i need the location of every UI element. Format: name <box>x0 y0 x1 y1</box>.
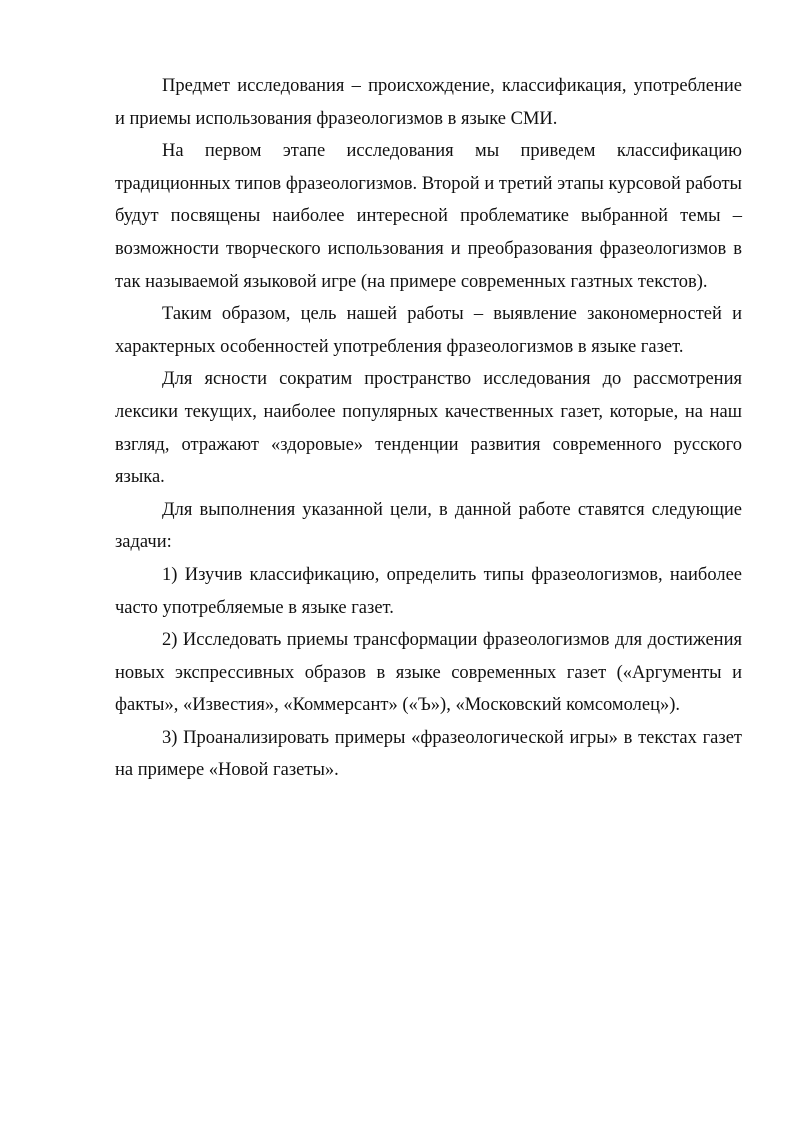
paragraph-stages: На первом этапе исследования мы приведем классификацию традиционных типов фразеологизмов. Второй и третий этапы курсовой работы будут посвящены наиболее интересной проблематике выбранной темы – возможности творческого использования и преобразования фразеологизмов в так называемой языковой игре (на примере современных газтных текстов). <box>115 141 742 292</box>
paragraph-tasks-intro: Для выполнения указанной цели, в данной работе ставятся следующие задачи: <box>115 499 742 553</box>
task-item-1: 1) Изучив классификацию, определить типы фразеологизмов, наиболее часто употребляемые в языке газет. <box>115 564 742 618</box>
task-item-3: 3) Проанализировать примеры «фразеологической игры» в текстах газет на примере «Новой газеты». <box>115 727 742 781</box>
paragraph-subject: Предмет исследования – происхождение, классификация, употребление и приемы использования фразеологизмов в языке СМИ. <box>115 76 742 129</box>
document-page <box>115 70 742 787</box>
paragraph-scope: Для ясности сократим пространство исследования до рассмотрения лексики текущих, наиболее популярных качественных газет, которые, на наш взгляд, отражают «здоровые» тенденции развития современного русского языка. <box>115 369 742 488</box>
task-item-2: 2) Исследовать приемы трансформации фразеологизмов для достижения новых экспрессивных образов в языке современных газет («Аргументы и факты», «Известия», «Коммерсант» («Ъ»), «Московский комсомолец»). <box>115 630 742 716</box>
paragraph-goal: Таким образом, цель нашей работы – выявление закономерностей и характерных особенностей употребления фразеологизмов в языке газет. <box>115 304 742 357</box>
